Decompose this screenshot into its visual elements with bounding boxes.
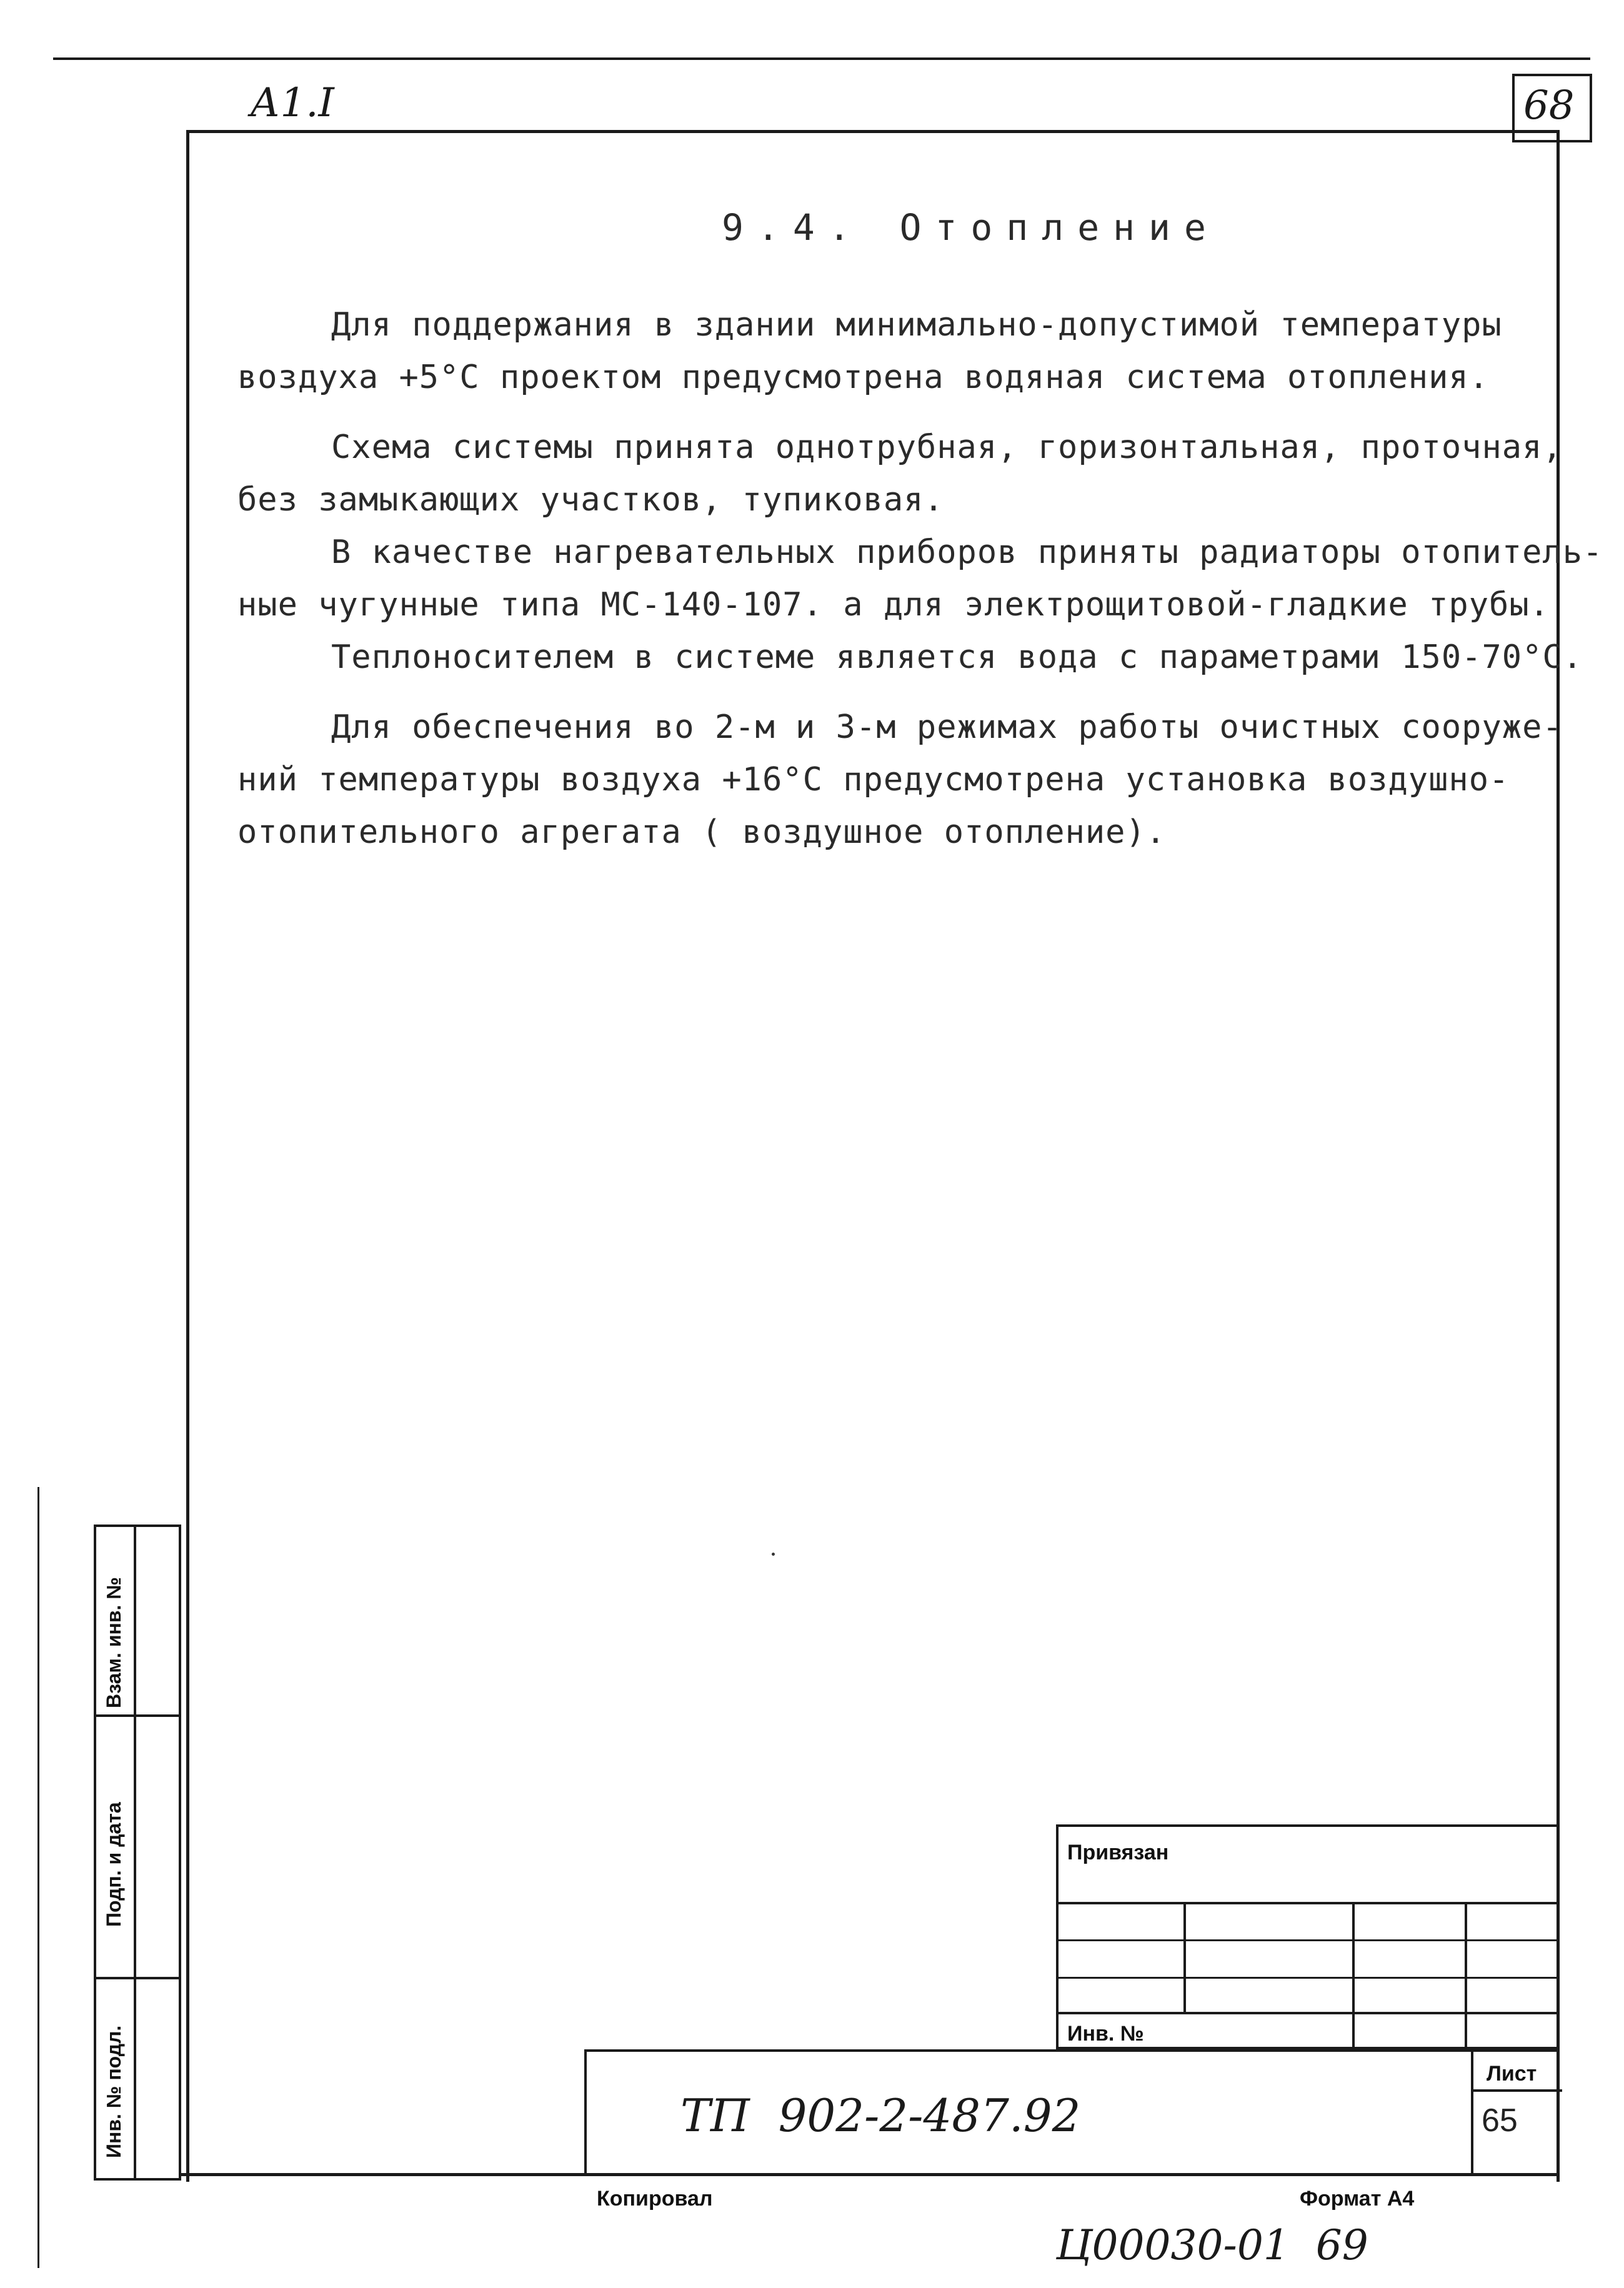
page-number: 68	[1523, 82, 1575, 129]
speck	[772, 1553, 775, 1556]
privyazan-label: Привязан	[1067, 1841, 1169, 1864]
paragraph-4	[237, 631, 1603, 684]
inv-label: Инв. №	[1067, 2022, 1144, 2046]
binding-line	[37, 1487, 39, 2268]
text-line: отопительного агрегата ( воздушное отопление).	[237, 813, 1167, 851]
body-text	[237, 299, 1603, 858]
section-title: 9.4. Отопление	[722, 206, 1220, 249]
sheet-divider-h	[1471, 2089, 1562, 2092]
sheet-number: 65	[1482, 2102, 1518, 2139]
grid-line	[1059, 1939, 1557, 1941]
grid-line	[1059, 1977, 1557, 1979]
text-line: Схема системы принята однотрубная, горизонтальная, проточная,	[331, 429, 1563, 466]
doc-code: ТП 902-2-487.92	[680, 2089, 1081, 2142]
text-line: воздуха +5°С проектом предусмотрена водяная система отопления.	[237, 359, 1490, 396]
grid-line	[1059, 2012, 1557, 2014]
paragraph-3	[237, 526, 1603, 631]
text-line: Теплоносителем в системе является вода с параметрами 150-70°С.	[331, 639, 1583, 676]
text-line: ний температуры воздуха +16°С предусмотрена установка воздушно-	[237, 761, 1510, 798]
side-label-vzam: Взам. инв. №	[102, 1577, 125, 1708]
sheet-divider	[1471, 2052, 1473, 2176]
format-label: Формат А4	[1300, 2187, 1415, 2211]
paragraph-5	[237, 701, 1603, 858]
side-stamp-col-divider	[134, 1527, 136, 2178]
copied-label: Копировал	[597, 2187, 713, 2211]
doc-code-box	[584, 2049, 1560, 2176]
corner-mark: А1.I	[250, 80, 334, 126]
side-stamp-divider	[96, 1977, 179, 1979]
text-line: ные чугунные типа МС-140-107. а для электрощитовой-гладкие трубы.	[237, 586, 1550, 624]
text-line: Для обеспечения во 2-м и 3-м режимах работы очистных сооруже-	[331, 709, 1563, 746]
grid-col	[1465, 1902, 1467, 2049]
paragraph-1	[237, 299, 1603, 404]
top-rule	[53, 57, 1590, 60]
privyazan-block	[1056, 1824, 1560, 2049]
grid-col	[1352, 1902, 1355, 2049]
text-line: В качестве нагревательных приборов приняты радиаторы отопитель-	[331, 534, 1603, 571]
side-stamp	[94, 1525, 181, 2181]
sheet-label: Лист	[1487, 2062, 1537, 2086]
paragraph-2	[237, 421, 1603, 526]
grid-line	[1059, 1902, 1557, 1904]
text-line: Для поддержания в здании минимально-допустимой температуры	[331, 306, 1502, 344]
grid-col	[1183, 1902, 1186, 2012]
archive-number: Ц00030-01 69	[1056, 2221, 1368, 2269]
side-label-podp: Подп. и дата	[102, 1802, 125, 1927]
side-label-inv: Инв. № подл.	[102, 2025, 125, 2158]
text-line: без замыкающих участков, тупиковая.	[237, 481, 944, 519]
side-stamp-divider	[96, 1714, 179, 1717]
